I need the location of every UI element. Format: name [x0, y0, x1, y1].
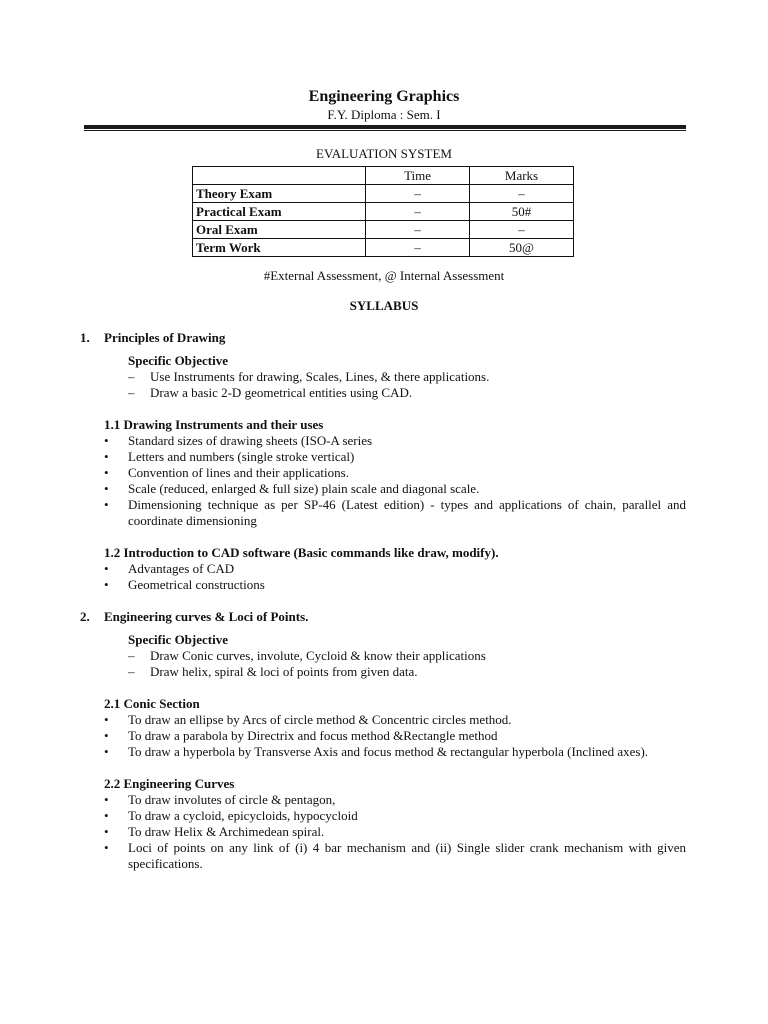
section-number: 2.	[80, 609, 90, 624]
subsection-heading: 1.2 Introduction to CAD software (Basic commands like draw, modify).	[104, 545, 499, 560]
document-subtitle: F.Y. Diploma : Sem. I	[327, 107, 441, 122]
section-title: Principles of Drawing	[104, 330, 226, 345]
list-item: • Standard sizes of drawing sheets (ISO-A series	[104, 433, 373, 448]
column-header-marks: Marks	[470, 167, 574, 185]
subsection-heading: 2.1 Conic Section	[104, 696, 200, 711]
list-item: – Draw helix, spiral & loci of points from given data.	[128, 664, 418, 679]
row-label: Oral Exam	[193, 221, 366, 239]
section-title: Engineering curves & Loci of Points.	[104, 609, 309, 624]
marks-cell: –	[470, 221, 574, 239]
list-item: • Loci of points on any link of (i) 4 bar mechanism and (ii) Single slider crank mechanism with given specifications.	[104, 840, 686, 871]
subsection-heading: 2.2 Engineering Curves	[104, 776, 235, 791]
evaluation-heading: EVALUATION SYSTEM	[316, 146, 452, 161]
list-item: • Geometrical constructions	[104, 577, 265, 592]
section-heading	[80, 330, 686, 346]
time-cell: –	[366, 185, 470, 203]
row-label: Term Work	[193, 239, 366, 257]
list-item: • To draw a hyperbola by Transverse Axis and focus method & rectangular hyperbola (Inclined axes).	[104, 744, 649, 759]
list-item: • To draw involutes of circle & pentagon,	[104, 792, 336, 807]
subsection-heading: 1.1 Drawing Instruments and their uses	[104, 417, 324, 432]
list-item: • Dimensioning technique as per SP-46 (Latest edition) - types and applications of chain, parallel and coordinate dimensioning	[104, 497, 686, 528]
objective-label: Specific Objective	[128, 632, 228, 647]
syllabus-content	[80, 330, 686, 872]
marks-cell: 50@	[470, 239, 574, 257]
table-row	[193, 185, 574, 203]
list-item: – Draw Conic curves, involute, Cycloid & know their applications	[128, 648, 486, 663]
document-title: Engineering Graphics	[308, 88, 460, 105]
list-item: • To draw a cycloid, epicycloids, hypocycloid	[104, 808, 358, 823]
list-item: • To draw Helix & Archimedean spiral.	[104, 824, 325, 839]
syllabus-heading: SYLLABUS	[349, 298, 419, 313]
list-item: • Letters and numbers (single stroke vertical)	[104, 449, 355, 464]
list-item: – Draw a basic 2-D geometrical entities using CAD.	[128, 385, 413, 400]
list-item: • Scale (reduced, enlarged & full size) plain scale and diagonal scale.	[104, 481, 480, 496]
marks-cell: –	[470, 185, 574, 203]
column-header-time: Time	[366, 167, 470, 185]
time-cell: –	[366, 239, 470, 257]
table-row	[193, 203, 574, 221]
row-label: Theory Exam	[193, 185, 366, 203]
table-row	[193, 221, 574, 239]
section-heading	[80, 609, 686, 625]
header-rule	[84, 125, 686, 129]
evaluation-table	[192, 166, 574, 257]
objective-label: Specific Objective	[128, 353, 228, 368]
list-item: • To draw a parabola by Directrix and focus method &Rectangle method	[104, 728, 498, 743]
table-row	[193, 239, 574, 257]
marks-cell: 50#	[470, 203, 574, 221]
table-corner-cell	[193, 167, 366, 185]
list-item: • To draw an ellipse by Arcs of circle method & Concentric circles method.	[104, 712, 512, 727]
list-item: – Use Instruments for drawing, Scales, Lines, & there applications.	[128, 369, 490, 384]
list-item: • Convention of lines and their applications.	[104, 465, 349, 480]
time-cell: –	[366, 221, 470, 239]
header-rule-thin	[84, 130, 686, 131]
list-item: • Advantages of CAD	[104, 561, 235, 576]
row-label: Practical Exam	[193, 203, 366, 221]
table-header-row	[193, 167, 574, 185]
time-cell: –	[366, 203, 470, 221]
assessment-note: #External Assessment, @ Internal Assessment	[263, 268, 505, 283]
section-number: 1.	[80, 330, 90, 345]
